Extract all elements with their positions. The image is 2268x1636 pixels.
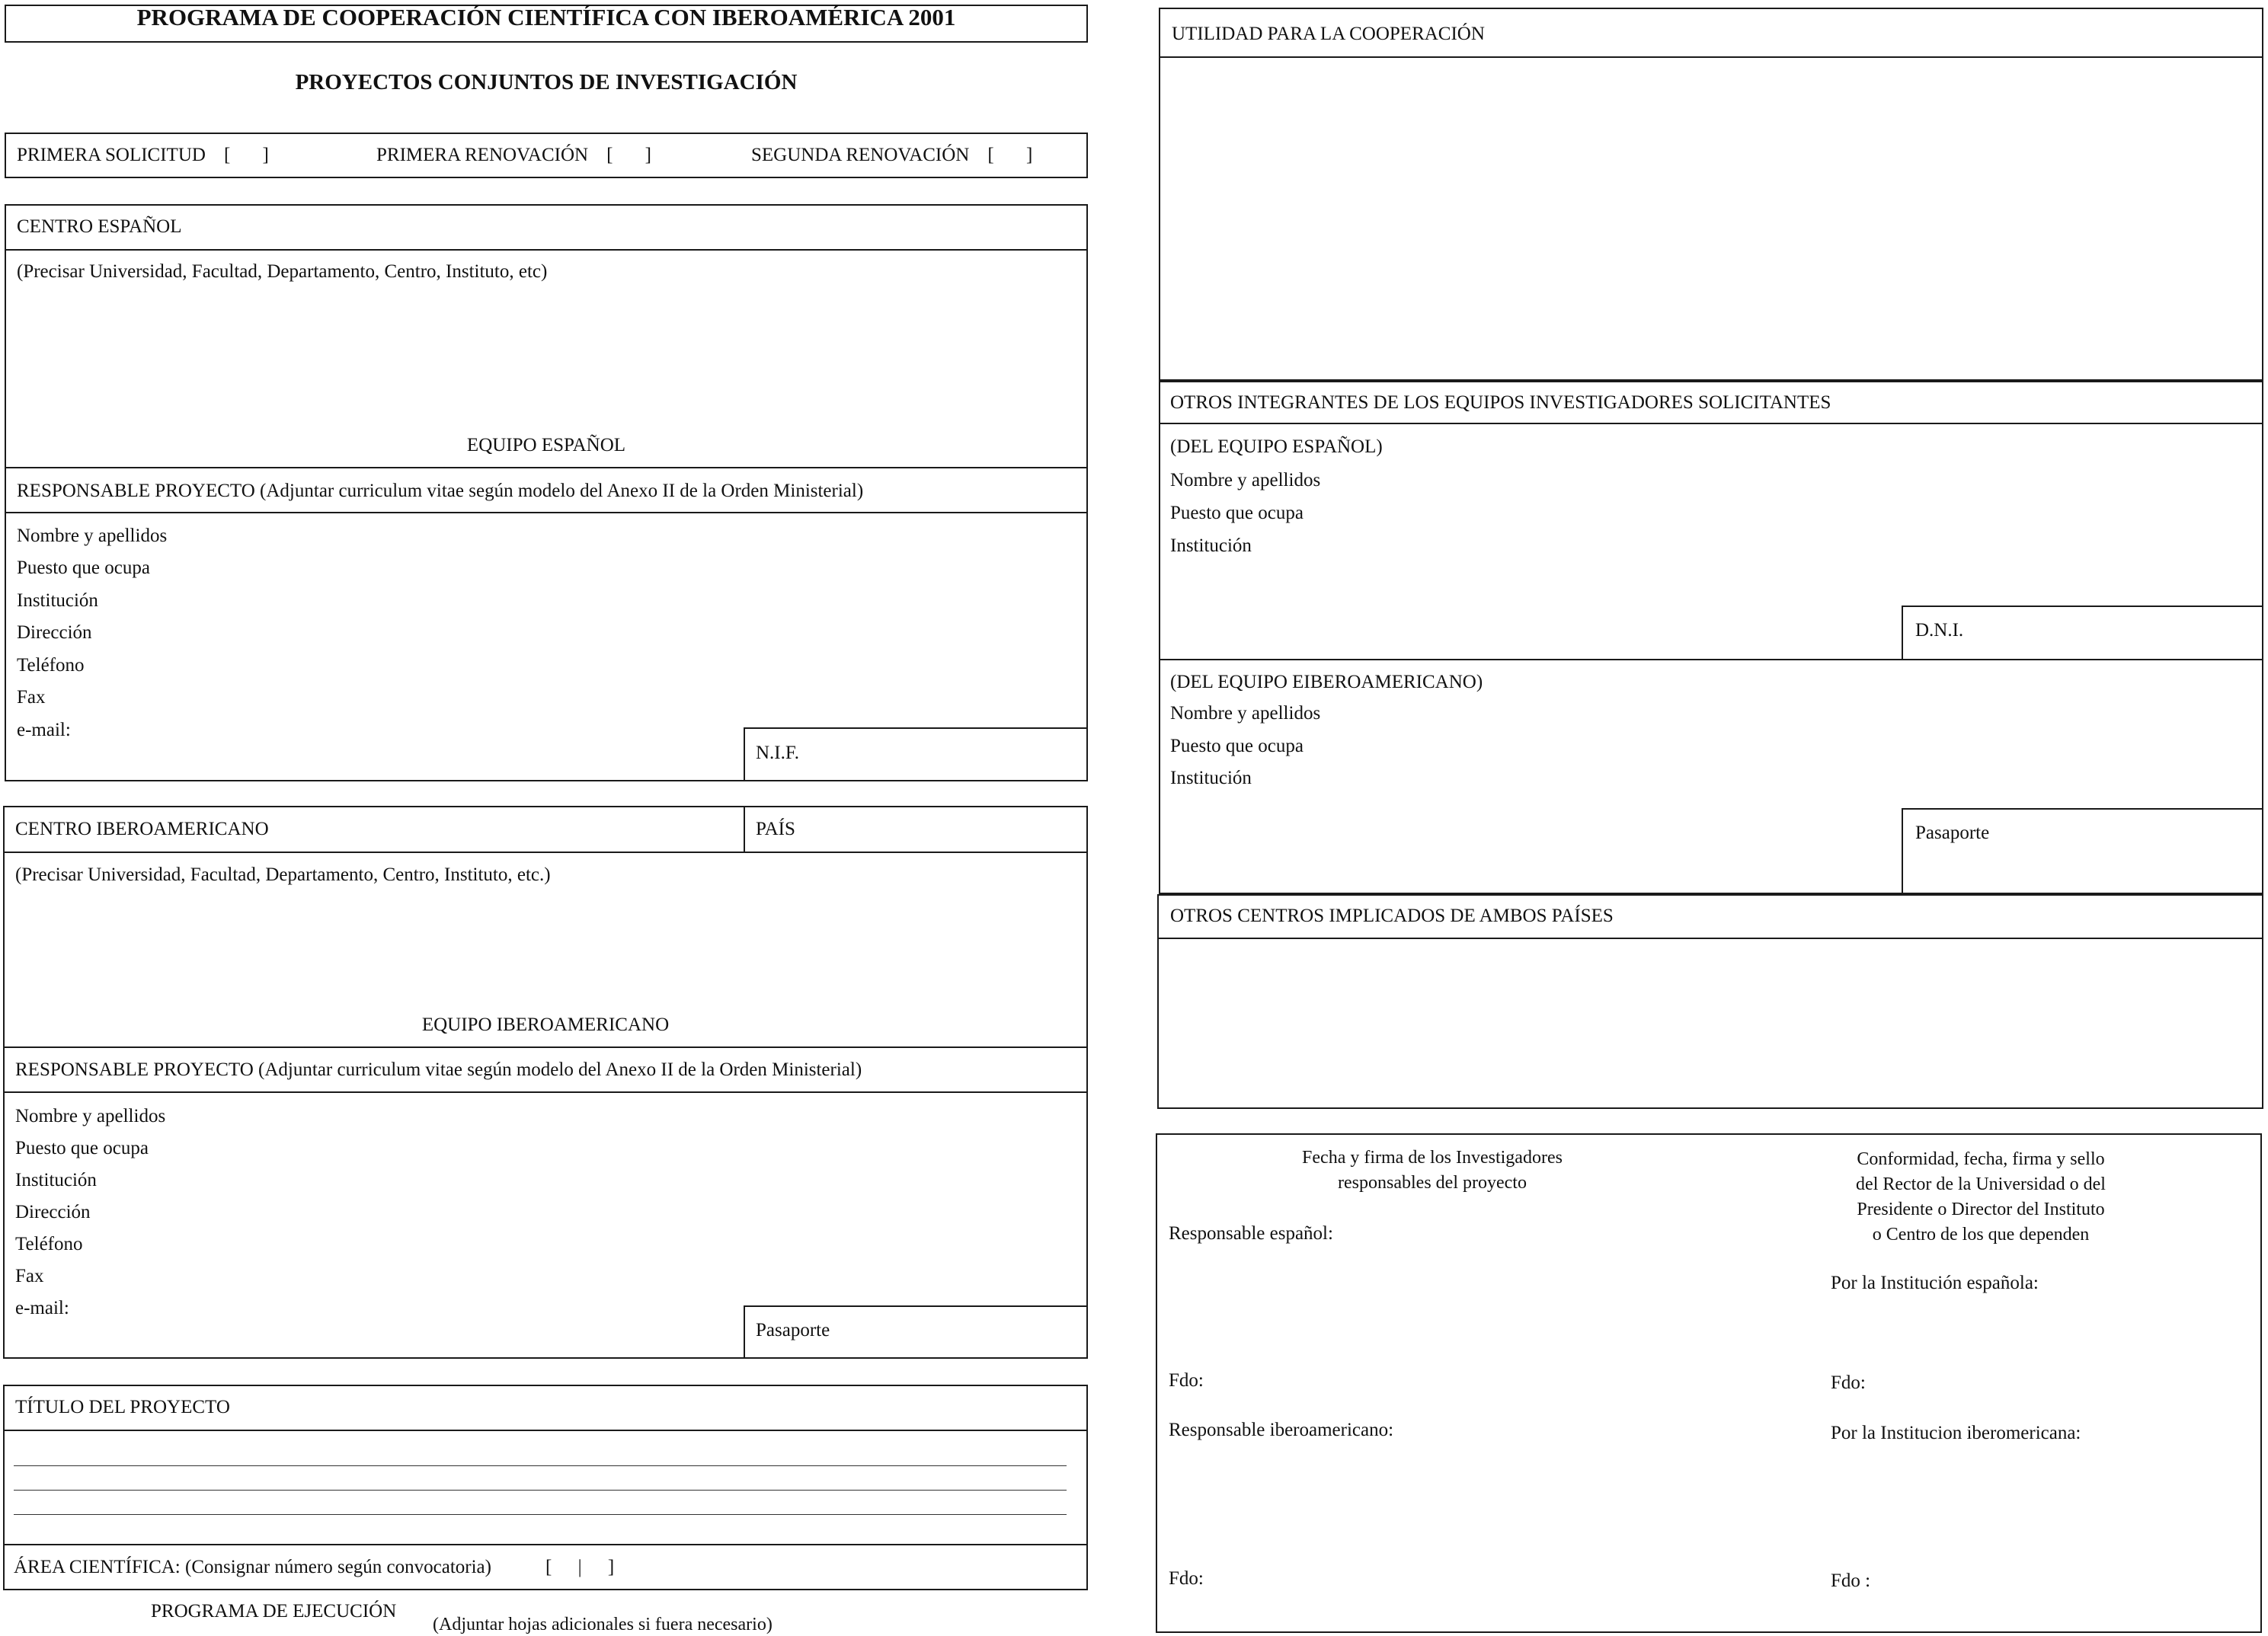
execution-program-hint: (Adjuntar hojas adicionales si fuera necesario) [433, 1615, 773, 1634]
other-members-header: OTROS INTEGRANTES DE LOS EQUIPOS INVESTIGADORES SOLICITANTES [1170, 392, 1831, 413]
ibero-country-field[interactable]: PAÍS [756, 819, 795, 839]
member-ib-field-name[interactable]: Nombre y apellidos [1170, 703, 1321, 724]
other-centers-input[interactable] [1159, 940, 2262, 1107]
divider [1157, 938, 2263, 939]
ibero-center-hint: (Precisar Universidad, Facultad, Departamento, Centro, Instituto, etc.) [15, 864, 551, 885]
member-passport-label: Pasaporte [1915, 823, 1990, 843]
spanish-center-header: CENTRO ESPAÑOL [17, 216, 182, 237]
member-es-field-name[interactable]: Nombre y apellidos [1170, 470, 1321, 490]
project-title-label: TÍTULO DEL PROYECTO [15, 1397, 230, 1417]
signature-left-heading-line-1: Fecha y firma de los Investigadores [1302, 1148, 1563, 1168]
spanish-responsible-fdo: Fdo: [1169, 1370, 1204, 1391]
spanish-responsible-header: RESPONSABLE PROYECTO (Adjuntar curriculum vitae según modelo del Anexo II de la Orden Ministerial) [17, 481, 864, 501]
spanish-institution-fdo: Fdo: [1831, 1372, 1866, 1393]
form-title: PROGRAMA DE COOPERACIÓN CIENTÍFICA CON IBEROAMÉRICA 2001 [136, 4, 956, 30]
spanish-responsible-signature-label: Responsable español: [1169, 1223, 1333, 1244]
ibero-field-name[interactable]: Nombre y apellidos [15, 1106, 166, 1126]
spanish-field-phone[interactable]: Teléfono [17, 655, 85, 676]
spanish-field-institution[interactable]: Institución [17, 590, 98, 611]
spanish-responsible-signature-area[interactable] [1169, 1249, 1641, 1363]
ibero-responsible-signature-label: Responsable iberoamericano: [1169, 1420, 1394, 1440]
signature-left-heading [1219, 1146, 1646, 1196]
first-renewal-checkbox[interactable]: [ ] [606, 145, 665, 165]
second-renewal-label: SEGUNDA RENOVACIÓN [751, 145, 970, 165]
ibero-field-fax[interactable]: Fax [15, 1266, 44, 1286]
divider [1159, 56, 2263, 58]
signature-left-heading-line-2: responsables del proyecto [1338, 1173, 1527, 1193]
signature-right-heading-line-1: Conformidad, fecha, firma y sello [1857, 1149, 2105, 1169]
first-renewal-label: PRIMERA RENOVACIÓN [376, 145, 589, 165]
divider [5, 512, 1088, 513]
ibero-institution-signature-label: Por la Institucion iberomericana: [1831, 1423, 2081, 1443]
ibero-field-address[interactable]: Dirección [15, 1202, 91, 1222]
signature-right-heading [1767, 1147, 2194, 1248]
other-centers-header: OTROS CENTROS IMPLICADOS DE AMBOS PAÍSES [1170, 906, 1614, 926]
member-dni-label: D.N.I. [1915, 620, 1964, 641]
ibero-institution-fdo: Fdo : [1831, 1570, 1871, 1591]
divider [5, 467, 1088, 468]
spanish-center-hint: (Precisar Universidad, Facultad, Departamento, Centro, Instituto, etc) [17, 261, 548, 282]
member-passport-field[interactable] [1902, 808, 2263, 894]
execution-program-label: PROGRAMA DE EJECUCIÓN [151, 1601, 397, 1622]
spanish-institution-signature-label: Por la Institución española: [1831, 1273, 2039, 1293]
ibero-responsible-signature-area[interactable] [1169, 1446, 1641, 1560]
second-renewal-option[interactable] [751, 144, 1046, 167]
first-request-checkbox[interactable]: [ ] [223, 145, 283, 165]
spanish-team-subheader: (DEL EQUIPO ESPAÑOL) [1170, 436, 1383, 457]
spanish-field-name[interactable]: Nombre y apellidos [17, 526, 168, 546]
ibero-institution-signature-area[interactable] [1828, 1449, 2240, 1563]
spanish-field-fax[interactable]: Fax [17, 687, 46, 708]
project-title-line-3[interactable] [14, 1514, 1067, 1515]
ibero-field-position[interactable]: Puesto que ocupa [15, 1138, 149, 1158]
spanish-field-position[interactable]: Puesto que ocupa [17, 558, 150, 578]
divider [744, 806, 745, 852]
ibero-field-email[interactable]: e-mail: [15, 1298, 69, 1318]
ibero-responsible-fdo: Fdo: [1169, 1568, 1204, 1589]
signature-right-heading-line-2: del Rector de la Universidad o del [1856, 1174, 2106, 1194]
spanish-field-email[interactable]: e-mail: [17, 720, 71, 740]
signature-right-heading-line-4: o Centro de los que dependen [1872, 1225, 2090, 1245]
first-request-option[interactable] [17, 144, 283, 167]
member-es-field-position[interactable]: Puesto que ocupa [1170, 503, 1304, 523]
utility-input[interactable] [1160, 59, 2262, 379]
project-title-line-1[interactable] [14, 1465, 1067, 1466]
divider [3, 852, 1088, 853]
ibero-field-institution[interactable]: Institución [15, 1170, 97, 1190]
ibero-responsible-header: RESPONSABLE PROYECTO (Adjuntar curriculum vitae según modelo del Anexo II de la Orden Ministerial) [15, 1059, 862, 1080]
spanish-team-label: EQUIPO ESPAÑOL [466, 435, 626, 455]
divider [3, 1430, 1088, 1431]
ibero-passport-label: Pasaporte [756, 1320, 830, 1340]
ibero-team-label: EQUIPO IBEROAMERICANO [421, 1015, 670, 1035]
first-renewal-option[interactable] [376, 144, 665, 167]
second-renewal-checkbox[interactable]: [ ] [987, 145, 1047, 165]
divider [3, 1091, 1088, 1093]
spanish-institution-signature-area[interactable] [1828, 1299, 2240, 1371]
spanish-nif-label: N.I.F. [756, 743, 800, 763]
member-ib-field-position[interactable]: Puesto que ocupa [1170, 736, 1304, 756]
divider [5, 249, 1088, 251]
ibero-team-subheader: (DEL EQUIPO EIBEROAMERICANO) [1170, 672, 1483, 692]
signature-right-heading-line-3: Presidente o Director del Instituto [1857, 1200, 2105, 1219]
member-es-field-institution[interactable]: Institución [1170, 535, 1252, 556]
scientific-area-input[interactable]: [ | ] [545, 1557, 625, 1577]
form-subtitle: PROYECTOS CONJUNTOS DE INVESTIGACIÓN [295, 70, 798, 94]
divider [3, 1544, 1088, 1545]
scientific-area-label: ÁREA CIENTÍFICA: (Consignar número según convocatoria) [14, 1557, 491, 1577]
divider [1159, 423, 2263, 424]
ibero-center-header: CENTRO IBEROAMERICANO [15, 819, 269, 839]
spanish-field-address[interactable]: Dirección [17, 622, 92, 643]
utility-header: UTILIDAD PARA LA COOPERACIÓN [1172, 24, 1485, 44]
ibero-field-phone[interactable]: Teléfono [15, 1234, 83, 1254]
project-title-line-2[interactable] [14, 1490, 1067, 1491]
first-request-label: PRIMERA SOLICITUD [17, 145, 206, 165]
divider [3, 1046, 1088, 1048]
member-ib-field-institution[interactable]: Institución [1170, 768, 1252, 788]
